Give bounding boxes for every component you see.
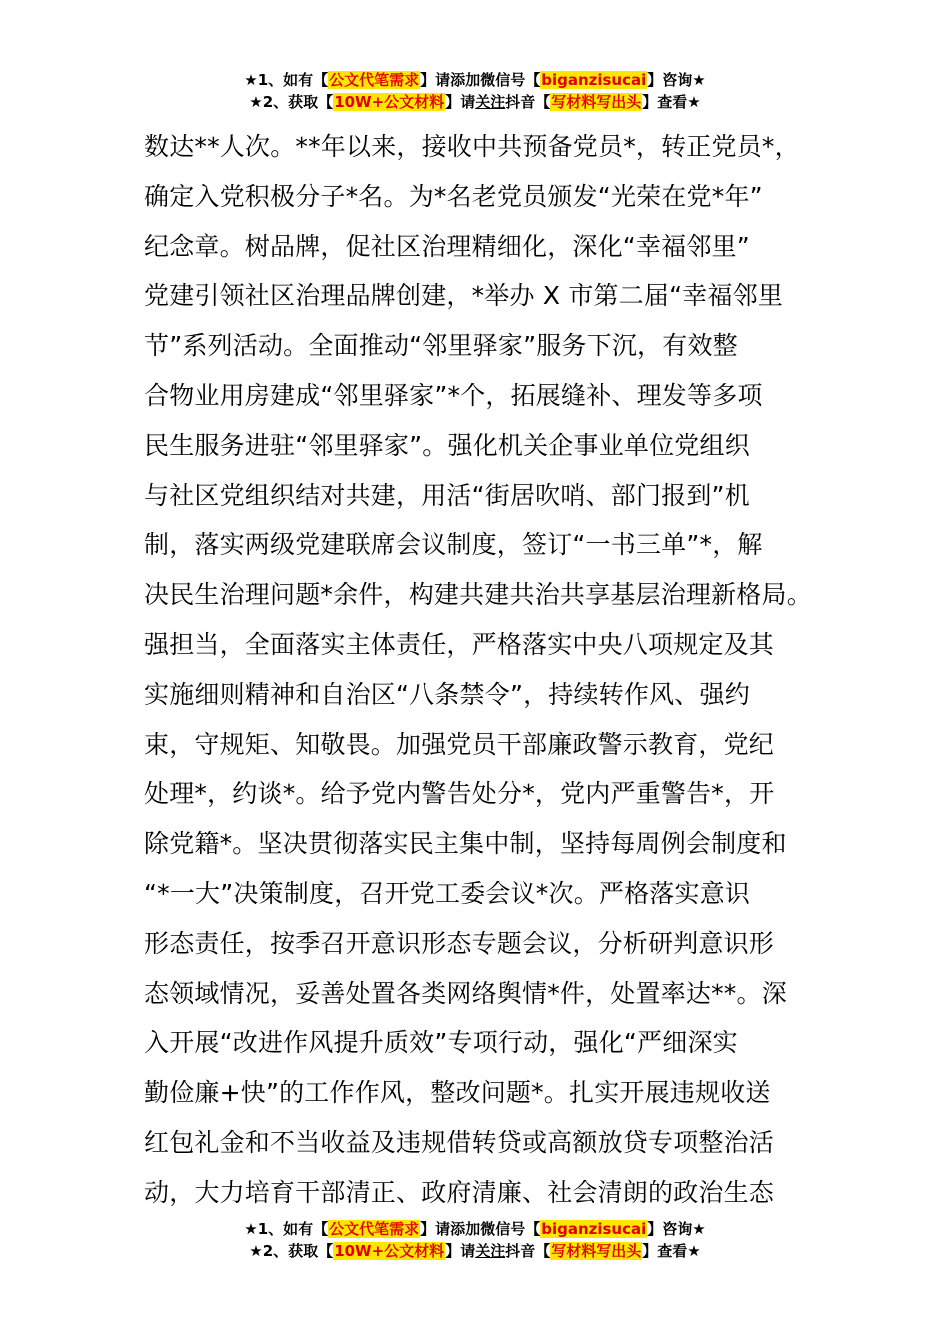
- body-line: 合物业用房建成“邻里驿家”*个，拓展缝补、理发等多项: [144, 380, 763, 410]
- banner-emphasis: 加: [465, 71, 481, 89]
- banner-text: 】查看★: [642, 93, 701, 111]
- banner-text: ★1、如有【: [244, 1220, 329, 1238]
- body-line: 勤俭廉+快”的工作作风，整改问题*。扎实开展违规收送: [144, 1078, 771, 1108]
- footer-banner-line-2: [0, 1240, 950, 1262]
- banner-text: 】咨询★: [647, 1220, 706, 1238]
- banner-highlight: 写材料写出头: [551, 1242, 642, 1260]
- header-banner-line-1: [0, 69, 950, 91]
- header-banner: [0, 69, 950, 113]
- body-line: 数达**人次。**年以来，接收中共预备党员*，转正党员*，: [144, 132, 800, 161]
- body-line: 红包礼金和不当收益及违规借转贷或高额放贷专项整治活: [144, 1127, 775, 1157]
- banner-text: 】请: [445, 93, 476, 111]
- banner-emphasis: 关注: [475, 1242, 506, 1260]
- document-body: [144, 122, 844, 1218]
- banner-highlight: 公文代笔需求: [329, 71, 420, 89]
- body-line: 与社区党组织结对共建，用活“街居吹哨、部门报到”机: [144, 480, 750, 510]
- banner-text: ★2、获取【: [249, 93, 334, 111]
- banner-text: ★2、获取【: [249, 1242, 334, 1260]
- body-line: 节”系列活动。全面推动“邻里驿家”服务下沉，有效整: [144, 331, 738, 361]
- body-line: 强担当，全面落实主体责任，严格落实中央八项规定及其: [144, 629, 775, 659]
- banner-text: 】请添: [420, 1220, 466, 1238]
- body-line: “*一大”决策制度，召开党工委会议*次。严格落实意识: [144, 878, 751, 908]
- body-line: 确定入党积极分子*名。为*名老党员颁发“光荣在党*年”: [144, 181, 763, 211]
- banner-text: 】请添: [420, 71, 466, 89]
- banner-highlight: 10W+公文材料: [334, 1242, 445, 1260]
- body-line: 除党籍*。坚决贯彻落实民主集中制，坚持每周例会制度和: [144, 829, 787, 859]
- body-line: 决民生治理问题*余件，构建共建共治共享基层治理新格局。: [144, 580, 812, 610]
- banner-highlight: biganzisucai: [541, 1220, 647, 1238]
- body-line: 制，落实两级党建联席会议制度，签订“一书三单”*，解: [144, 530, 763, 560]
- body-line: 束，守规矩、知敬畏。加强党员干部廉政警示教育，党纪: [144, 729, 775, 759]
- banner-highlight: 写材料写出头: [551, 93, 642, 111]
- banner-highlight: 公文代笔需求: [329, 1220, 420, 1238]
- body-line: 入开展“改进作风提升质效”专项行动，强化“严细深实: [144, 1028, 738, 1058]
- banner-text: 】咨询★: [647, 71, 706, 89]
- body-line: 纪念章。树品牌，促社区治理精细化，深化“幸福邻里”: [144, 231, 750, 261]
- banner-text: 】请: [445, 1242, 476, 1260]
- header-banner-line-2: [0, 91, 950, 113]
- banner-text: ★1、如有【: [244, 71, 329, 89]
- banner-text: 微信号【: [480, 1220, 541, 1238]
- body-line: 形态责任，按季召开意识形态专题会议，分析研判意识形: [144, 928, 775, 958]
- footer-banner-line-1: [0, 1218, 950, 1240]
- banner-text: 抖音【: [505, 1242, 551, 1260]
- body-line: 民生服务进驻“邻里驿家”。强化机关企事业单位党组织: [144, 430, 750, 460]
- banner-text: 】查看★: [642, 1242, 701, 1260]
- banner-highlight: 10W+公文材料: [334, 93, 445, 111]
- banner-emphasis: 关注: [475, 93, 506, 111]
- footer-banner: [0, 1218, 950, 1262]
- body-line: 态领域情况，妥善处置各类网络舆情*件，处置率达**。深: [144, 978, 787, 1008]
- banner-emphasis: 加: [465, 1220, 481, 1238]
- body-line: 处理*，约谈*。给予党内警告处分*，党内严重警告*，开: [144, 779, 775, 809]
- banner-highlight: biganzisucai: [541, 71, 647, 89]
- body-line: 党建引领社区治理品牌创建，*举办 X 市第二届“幸福邻里: [144, 281, 784, 311]
- banner-text: 抖音【: [505, 93, 551, 111]
- body-line: 实施细则精神和自治区“八条禁令”，持续转作风、强约: [144, 679, 750, 709]
- body-line: 动，大力培育干部清正、政府清廉、社会清朗的政治生态: [144, 1177, 775, 1207]
- banner-text: 微信号【: [480, 71, 541, 89]
